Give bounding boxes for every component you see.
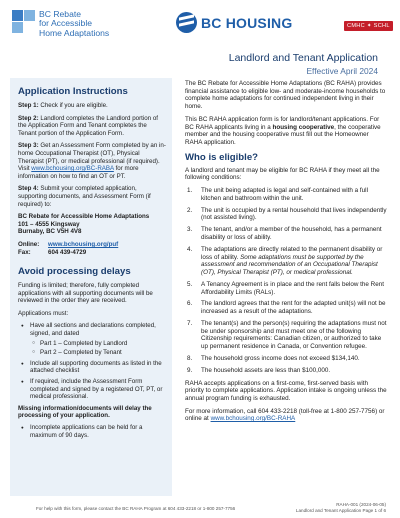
document-title-block bbox=[229, 52, 378, 76]
list-item: 1. The unit being adapted is legal and self-contained with a full kitchen and bathroom within the unit. bbox=[187, 187, 368, 202]
list-item: ● Include all supporting documents as listed in the attached checklist bbox=[18, 360, 166, 375]
list-item: ● If required, include the Assessment Form completed and signed by a registered OT, PT, or medical professional. bbox=[18, 378, 166, 401]
instructions-sidebar bbox=[10, 78, 172, 496]
list-item: 9. The household assets are less than $100,000. bbox=[187, 366, 331, 374]
form-code: RAHA-001 (2024-06-05) bbox=[336, 502, 386, 507]
cooperative-paragraph: This BC RAHA application form is for landlord/tenant applications. For BC RAHA applicants living in a housing cooperative, the cooperative member and the housing cooperative must fill out the Homeowner RAHA application. bbox=[185, 115, 381, 146]
eligibility-heading: Who is eligible? bbox=[185, 151, 259, 163]
footer-help-text: For help with this form, please contact the BC RAHA Program at 604 433-2218 or 1-800 257-7756 bbox=[36, 506, 236, 511]
online-contact: Online: www.bchousing.org/puf bbox=[18, 240, 119, 248]
fax-contact: Fax: 604 439-4729 bbox=[18, 248, 87, 256]
raha-website-link[interactable]: www.bchousing.org/BC-RABA bbox=[31, 165, 114, 173]
main-content bbox=[185, 80, 387, 428]
list-item: ● Have all sections and declarations completed, signed, and dated ○ Part 1 – Completed by Landlord ○ Part 2 – Completed by Tenant bbox=[18, 322, 166, 356]
delays-heading: Avoid processing delays bbox=[18, 266, 131, 278]
eligibility-conditions-list bbox=[185, 187, 387, 375]
bc-raha-logo bbox=[12, 10, 109, 38]
bc-housing-mark-icon bbox=[176, 12, 197, 33]
list-item: 7. The tenant(s) and the person(s) requiring the adaptations must not be under sponsorship and must meet one of the following Citizenship requirements: Canadian citizen, or authorized to take up permanent residence in Canada, or Convention refugee. bbox=[187, 320, 387, 351]
bc-housing-logo bbox=[176, 12, 292, 33]
step-1: Step 1: Check if you are eligible. bbox=[18, 102, 108, 109]
bc-housing-logo-text: BC HOUSING bbox=[201, 14, 293, 31]
instructions-heading: Application Instructions bbox=[18, 86, 128, 97]
document-effective-date: Effective April 2024 bbox=[306, 66, 378, 76]
sub-list-item: ○ Part 1 – Completed by Landlord bbox=[30, 340, 166, 348]
bc-raha-logo-text: BC Rebate for Accessible Home Adaptations bbox=[39, 9, 110, 38]
list-item: 5. A Tenancy Agreement is in place and the rent falls below the Rent Affordability Limits (RALs). bbox=[187, 280, 384, 296]
step-4: Step 4: Submit your completed application, supporting documents, and Assessment Form (if required) to: bbox=[18, 185, 151, 208]
step-2: Step 2: Landlord completes the Landlord portion of the Application Form and Tenant completes the Tenant portion of the Application Form. bbox=[18, 114, 159, 137]
footer-page-info bbox=[296, 502, 386, 514]
sub-list-item: ○ Part 2 – Completed by Tenant bbox=[30, 349, 166, 357]
cmhc-logo-text: CMHC ✦ SCHL bbox=[344, 21, 393, 31]
applications-must-list bbox=[18, 322, 166, 400]
list-item: 3. The tenant, and/or a member of the household, has a permanent disability or loss of ability. bbox=[187, 226, 382, 241]
online-submission-link[interactable]: www.bchousing.org/puf bbox=[48, 240, 119, 248]
page-number: Landlord and Tenant Application Page 1 of 6 bbox=[295, 508, 386, 513]
step-3: Step 3: Get an Assessment Form completed by an in-home Occupational Therapist (OT), Physical Therapist (PT), or medical professional (if required). Visit www.bchousing.org/BC-RABA for more information on how to find an OT or PT. bbox=[18, 142, 166, 180]
eligibility-intro: A landlord and tenant may be eligible for BC RAHA if they meet all the following conditions: bbox=[185, 166, 380, 182]
incomplete-list bbox=[18, 424, 166, 439]
delays-text: Funding is limited; therefore, fully completed applications with all supporting documents will be reviewed in the order they are received. bbox=[18, 282, 153, 305]
list-item: 2. The unit is occupied by a rental household that lives independently (not assisted living). bbox=[187, 206, 387, 222]
intro-paragraph: The BC Rebate for Accessible Home Adaptations (BC RAHA) provides financial assistance to eligible low- and moderate-income households to complete home adaptations for continued independent living in their home. bbox=[185, 80, 386, 111]
raha-info-link[interactable]: www.bchousing.org/BC-RAHA bbox=[210, 415, 296, 423]
missing-info-note: Missing information/documents will delay the processing of your application. bbox=[18, 404, 152, 420]
sub-list bbox=[30, 340, 166, 357]
cmhc-logo bbox=[344, 20, 393, 32]
list-item: 8. The household gross income does not exceed $134,140. bbox=[187, 355, 360, 362]
document-title: Landlord and Tenant Application bbox=[228, 52, 378, 64]
list-item: 4. The adaptations are directly related to the permanent disability or loss of ability. Some adaptations must be supported by the assessment and recommendation of an Occupational Therapist (OT), Physical Therapist (PT), or medical professional. bbox=[187, 245, 383, 276]
list-item: ● Incomplete applications can be held for a maximum of 90 days. bbox=[18, 424, 166, 439]
applications-must-label: Applications must: bbox=[18, 309, 69, 317]
bc-raha-mark-icon bbox=[12, 10, 36, 34]
list-item: 6. The landlord agrees that the rent for the adapted unit(s) will not be increased as a result of the adaptations. bbox=[187, 300, 386, 316]
more-info-paragraph: For more information, call 604 433-2218 (toll-free at 1-800 257-7756) or online at www.bchousing.org/BC-RAHA bbox=[185, 407, 385, 423]
first-come-paragraph: RAHA accepts applications on a first-come, first-served basis with priority to complete applications. Application intake is ongoing unless the annual program funding is exhausted. bbox=[185, 379, 387, 402]
mailing-address: BC Rebate for Accessible Home Adaptations 101 – 4555 Kingsway Burnaby, BC V5H 4V8 bbox=[18, 213, 150, 236]
page-header bbox=[0, 0, 400, 48]
